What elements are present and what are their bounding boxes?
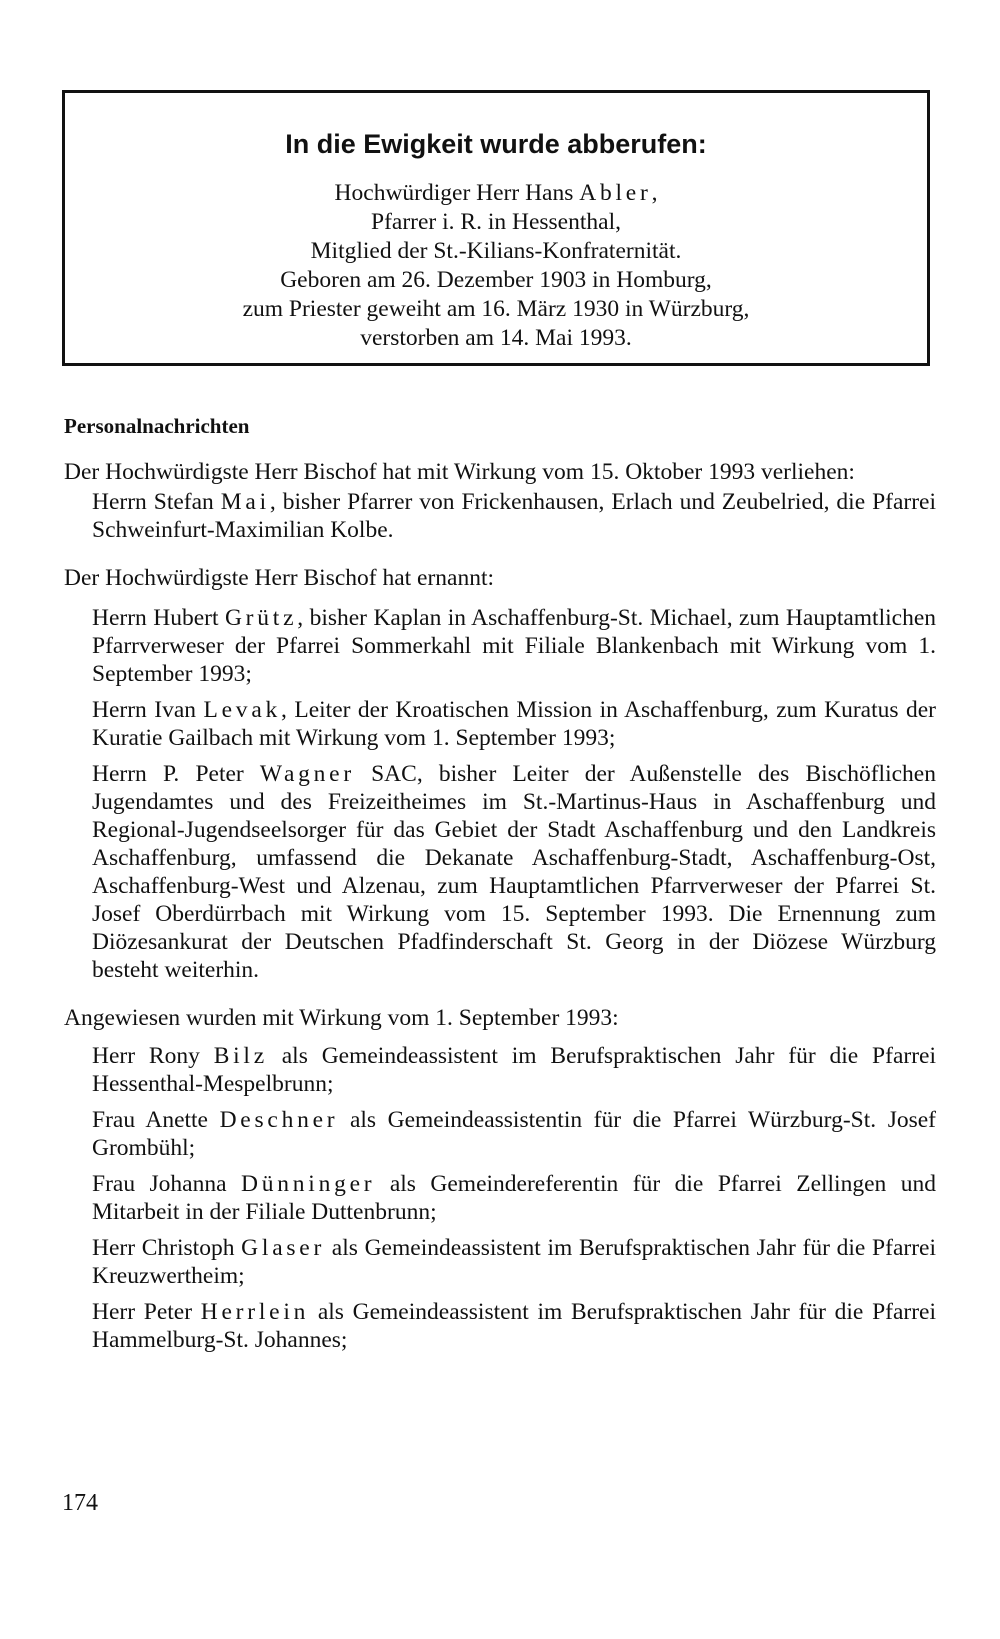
group-intro: Der Hochwürdigste Herr Bischof hat mit Wirkung vom 15. Oktober 1993 verliehen: — [64, 459, 855, 485]
section-heading: Personalnachrichten — [64, 414, 250, 438]
person-name: Deschner — [219, 1107, 339, 1133]
line-text: Pfarrer i. R. in Hessenthal, — [371, 209, 621, 235]
entry-text: Herr Rony — [92, 1043, 214, 1069]
line-text: , — [651, 180, 658, 206]
announcement-group — [64, 564, 936, 984]
line-text: zum Priester geweiht am 16. März 1930 in Würzburg, — [242, 296, 750, 322]
person-name: Mai — [220, 489, 270, 515]
announcement-group — [64, 458, 936, 544]
entry-text: Herr Christoph — [92, 1235, 242, 1261]
obituary-line — [65, 208, 927, 237]
person-name: Wagner — [259, 761, 355, 787]
entry-text: als Gemeindeassistentin für die Pfarrei Würzburg-St. Josef Grombühl; — [92, 1107, 936, 1161]
entry-text: Herrn Stefan — [92, 489, 221, 515]
deceased-name: Abler — [579, 180, 652, 206]
person-name: Dünninger — [241, 1171, 376, 1197]
group-intro: Der Hochwürdigste Herr Bischof hat ernannt: — [64, 565, 495, 591]
line-text: Mitglied der St.-Kilians-Konfraternität. — [310, 238, 682, 264]
entry-text: als Gemeindeassistent im Berufspraktischen Jahr für die Pfarrei Hammelburg-St. Johannes; — [92, 1299, 936, 1353]
appointment-entry — [92, 604, 936, 688]
entry-text: als Gemeindeassistent im Berufspraktischen Jahr für die Pfarrei Hessenthal-Mespelbrunn; — [92, 1043, 936, 1097]
assignment-entry — [92, 1170, 936, 1226]
appointment-entry — [92, 696, 936, 752]
appointment-entry — [92, 760, 936, 984]
person-name: Levak — [203, 697, 282, 723]
obituary-box — [62, 90, 930, 366]
line-text: verstorben am 14. Mai 1993. — [360, 325, 632, 351]
entry-text: als Gemeindeassistent im Berufspraktischen Jahr für die Pfarrei Kreuzwertheim; — [92, 1235, 936, 1289]
entry-text: Herrn P. Peter — [92, 761, 260, 787]
assignment-entry — [92, 1106, 936, 1162]
entry-text: Herrn Hubert — [92, 605, 225, 631]
announcement-group — [64, 1004, 936, 1354]
line-text: Hochwürdiger Herr Hans — [334, 180, 580, 206]
entry-text: Herrn Ivan — [92, 697, 204, 723]
entry-text: Herr Peter — [92, 1299, 201, 1325]
personal-news-section — [64, 412, 936, 1354]
page-number: 174 — [62, 1490, 98, 1516]
obituary-line — [65, 295, 927, 324]
person-name: Herrlein — [200, 1299, 310, 1325]
assignment-entry — [92, 1042, 936, 1098]
entry-text: SAC, bisher Leiter der Außenstelle des Bischöflichen Jugendamtes und des Freizeitheimes im St.-Martinus-Haus in Aschaffenburg und Regional-Jugendseelsorger für das Gebiet der Stadt Aschaffenburg und den Landkreis Aschaffenburg, umfassend die Dekanate Aschaffenburg-Stadt, Aschaffenburg-Ost, Aschaffenburg-West und Alzenau, zum Hauptamtlichen Pfarrverweser der Pfarrei St. Josef Oberdürrbach mit Wirkung vom 15. September 1993. Die Ernennung zum Diözesankurat der Deutschen Pfadfinderschaft St. Georg in der Diözese Würzburg besteht weiterhin. — [92, 761, 936, 983]
person-name: Bilz — [213, 1043, 268, 1069]
entry-text: , Leiter der Kroatischen Mission in Aschaffenburg, zum Kuratus der Kuratie Gailbach mit Wirkung vom 1. September 1993; — [92, 697, 936, 751]
entry-text: Frau Johanna — [92, 1171, 242, 1197]
obituary-line — [65, 179, 927, 208]
assignment-entry — [92, 1298, 936, 1354]
appointment-entry — [92, 488, 936, 544]
obituary-title: In die Ewigkeit wurde abberufen: — [285, 129, 707, 159]
person-name: Grütz — [224, 605, 298, 631]
obituary-text — [65, 179, 927, 353]
obituary-line — [65, 237, 927, 266]
obituary-line — [65, 324, 927, 353]
entry-text: als Gemeindereferentin für die Pfarrei Zellingen und Mitarbeit in der Filiale Duttenbrunn; — [92, 1171, 936, 1225]
group-intro: Angewiesen wurden mit Wirkung vom 1. September 1993: — [64, 1005, 619, 1031]
person-name: Glaser — [241, 1235, 326, 1261]
entry-text: , bisher Pfarrer von Frickenhausen, Erlach und Zeubelried, die Pfarrei Schweinfurt-Maximilian Kolbe. — [92, 489, 937, 543]
entry-text: Frau Anette — [92, 1107, 220, 1133]
line-text: Geboren am 26. Dezember 1903 in Homburg, — [280, 267, 712, 293]
assignment-entry — [92, 1234, 936, 1290]
obituary-line — [65, 266, 927, 295]
entry-text: , bisher Kaplan in Aschaffenburg-St. Michael, zum Hauptamtlichen Pfarrverweser der Pfarrei Sommerkahl mit Filiale Blankenbach mit Wirkung vom 1. September 1993; — [92, 605, 937, 687]
